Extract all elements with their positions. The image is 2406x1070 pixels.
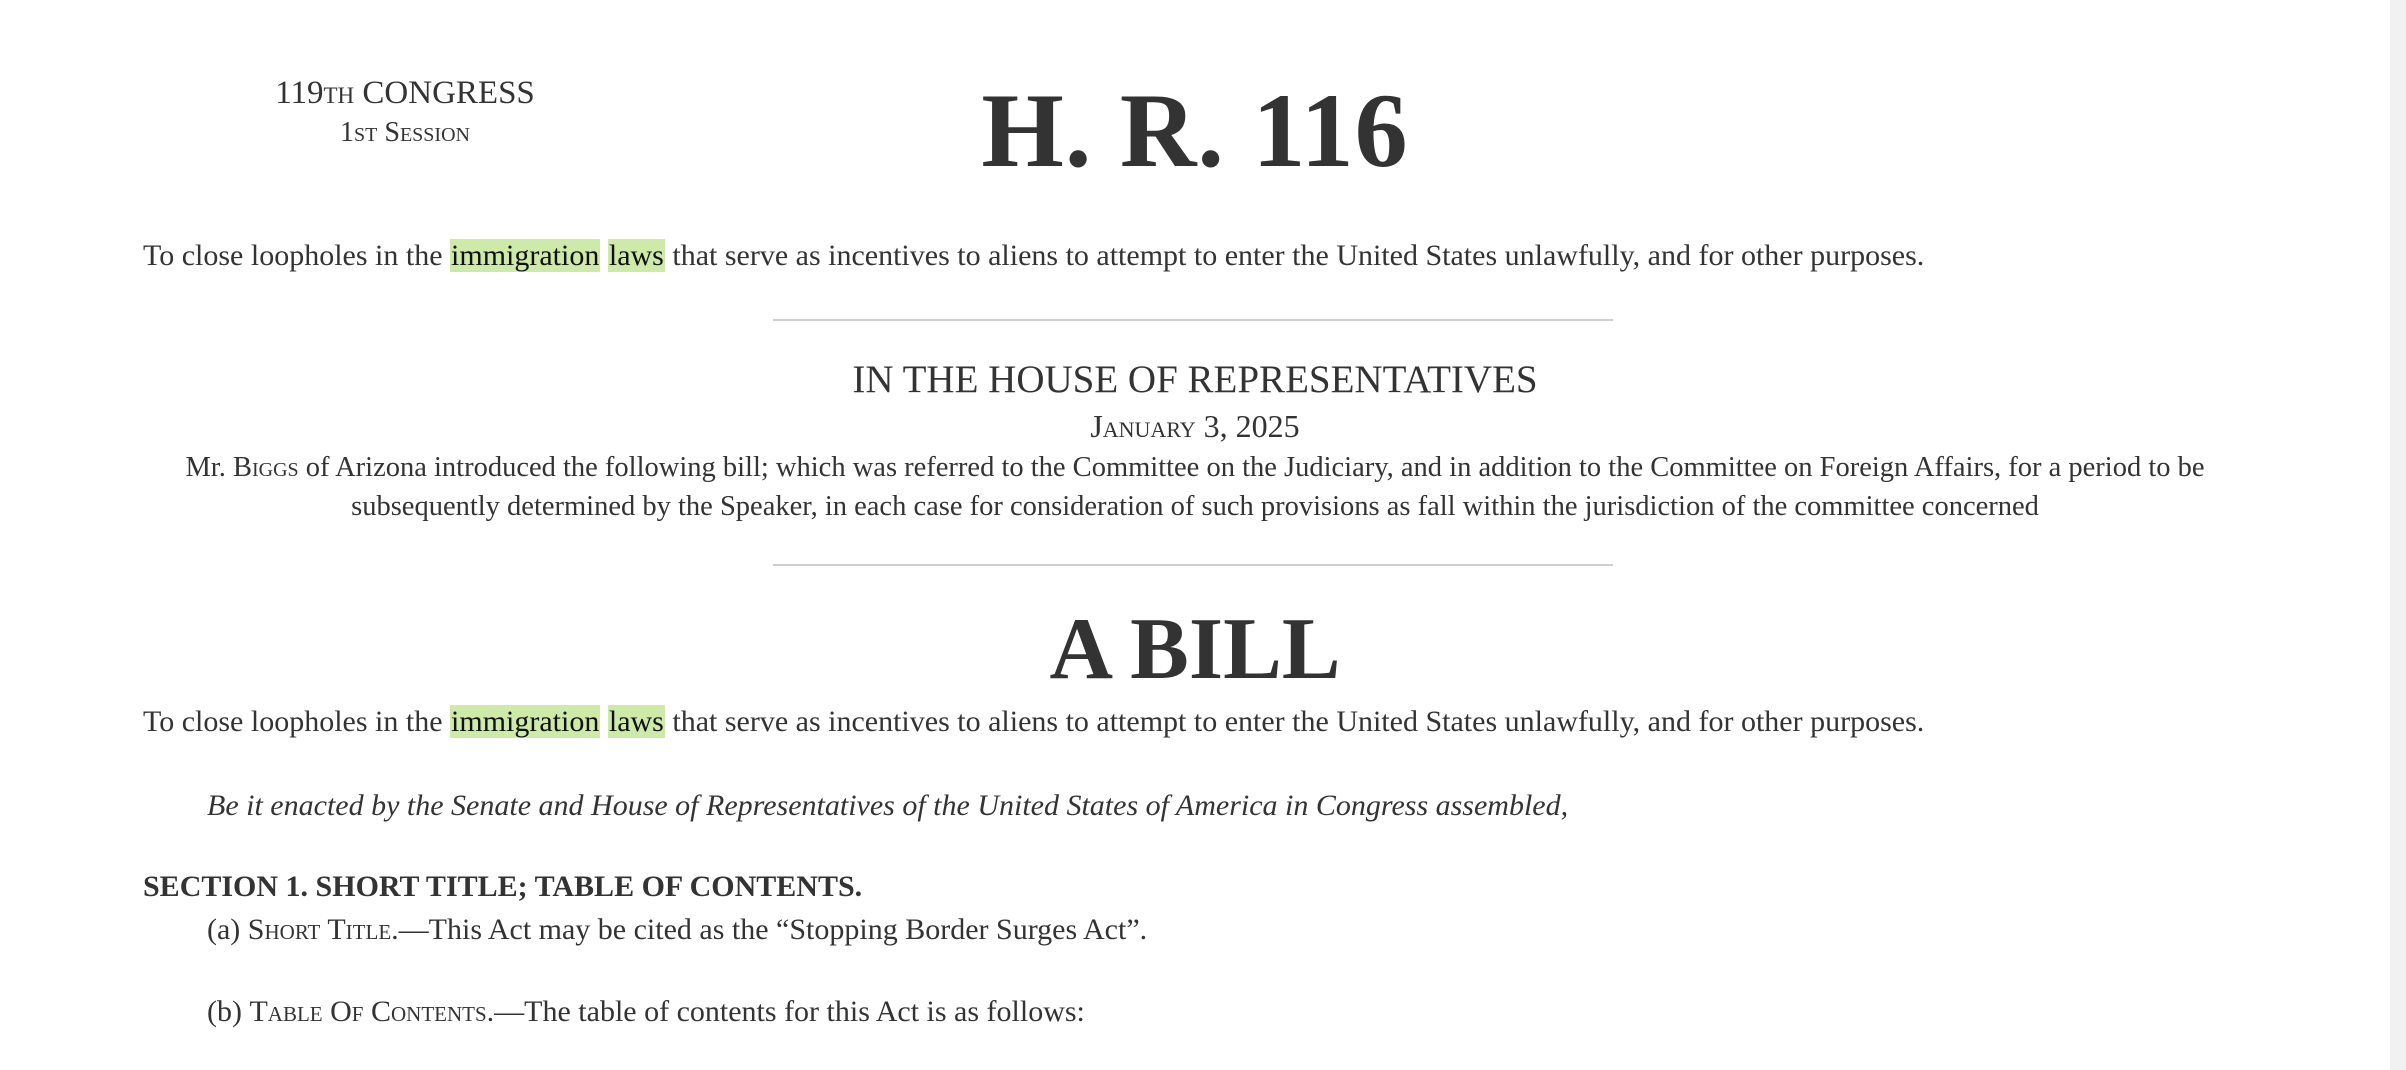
divider [773,564,1613,566]
congress-label: 119th CONGRESS [275,75,535,111]
session-label: 1st Session [340,117,470,148]
official-title: To close loopholes in the immigration laws that serve as incentives to aliens to attempt to enter the United States unlawfully, and for other purposes. [143,705,1925,738]
bill-number: H. R. 116 [981,72,1409,189]
enacting-clause: Be it enacted by the Senate and House of Representatives of the United States of America in Congress assembled, [207,789,1569,822]
divider [773,319,1613,321]
search-highlight: laws [608,239,664,272]
subsection-b: (b) Table Of Contents.—The table of contents for this Act is as follows: [207,995,1085,1028]
bill-title: A BILL [1049,601,1341,698]
chamber-title: IN THE HOUSE OF REPRESENTATIVES [852,358,1538,401]
search-highlight: laws [608,705,664,738]
search-highlight: immigration [451,239,600,272]
purpose-statement: To close loopholes in the immigration laws that serve as incentives to aliens to attempt to enter the United States unlawfully, and for other purposes. [143,239,1925,272]
introduction-text: Mr. Biggs of Arizona introduced the following bill; which was referred to the Committee on the Judiciary, and in addition to the Committee on Foreign Affairs, for a period to be subsequently determined by the Speaker, in each case for consideration of such provisions as fall within the jurisdiction of the committee concerned [185,452,2205,522]
section-heading: SECTION 1. SHORT TITLE; TABLE OF CONTENTS. [143,870,863,903]
sponsor-name: Biggs [232,452,299,483]
subsection-a: (a) Short Title.—This Act may be cited as the “Stopping Border Surges Act”. [207,913,1148,946]
search-highlight: immigration [451,705,600,738]
introduction-date: January 3, 2025 [1090,408,1300,444]
vertical-scrollbar[interactable] [2390,0,2406,1070]
